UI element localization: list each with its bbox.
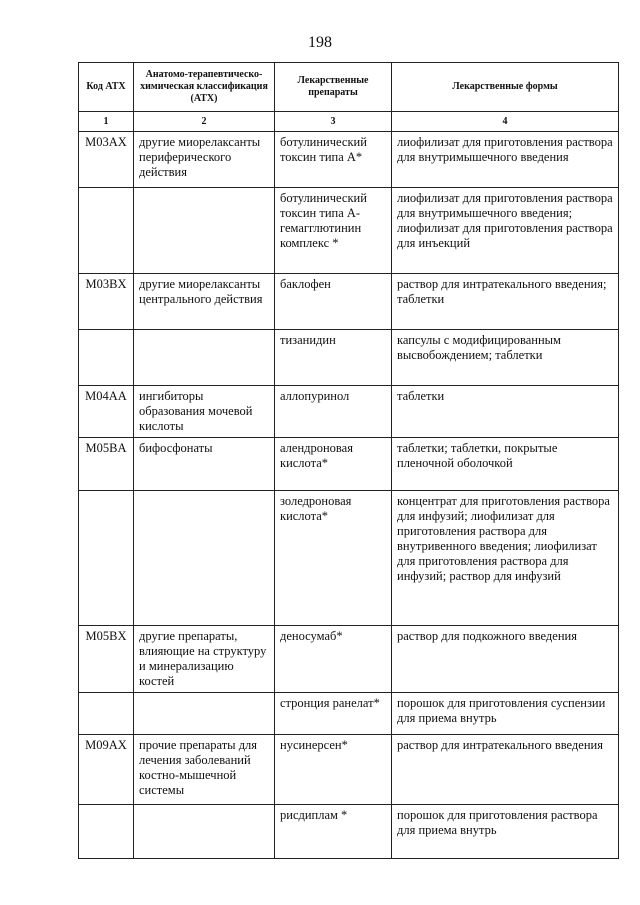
atx-code	[79, 491, 134, 626]
drug-name: алендроновая кислота*	[275, 438, 392, 491]
drug-name: деносумаб*	[275, 626, 392, 693]
table-row	[79, 735, 619, 805]
dosage-forms: лиофилизат для приготовления раствора для внутримышечного введения	[392, 132, 619, 188]
atx-code	[79, 330, 134, 386]
header-forms: Лекарственные формы	[392, 63, 619, 112]
atx-classification: прочие препараты для лечения заболеваний костно-мышечной системы	[134, 735, 275, 805]
table-row	[79, 805, 619, 859]
atx-classification: другие миорелаксанты периферического действия	[134, 132, 275, 188]
drug-name: нусинерсен*	[275, 735, 392, 805]
drug-name: ботулинический токсин типа A-гемагглютинин комплекс *	[275, 188, 392, 274]
column-number: 2	[134, 112, 275, 132]
column-number: 3	[275, 112, 392, 132]
table-row	[79, 188, 619, 274]
atx-code: M05BX	[79, 626, 134, 693]
dosage-forms: раствор для подкожного введения	[392, 626, 619, 693]
drug-name: тизанидин	[275, 330, 392, 386]
table-row	[79, 626, 619, 693]
column-number: 1	[79, 112, 134, 132]
atx-code: M03AX	[79, 132, 134, 188]
drug-name: аллопуринол	[275, 386, 392, 438]
table-row	[79, 693, 619, 735]
atx-code	[79, 188, 134, 274]
atx-classification	[134, 330, 275, 386]
dosage-forms: лиофилизат для приготовления раствора для внутримышечного введения; лиофилизат для приготовления раствора для инъекций	[392, 188, 619, 274]
table-row	[79, 491, 619, 626]
dosage-forms: концентрат для приготовления раствора для инфузий; лиофилизат для приготовления раствора для внутривенного введения; лиофилизат для приготовления раствора для инфузий; раствор для инфузий	[392, 491, 619, 626]
table-row	[79, 330, 619, 386]
atx-classification: бифосфонаты	[134, 438, 275, 491]
dosage-forms: раствор для интратекального введения	[392, 735, 619, 805]
column-number: 4	[392, 112, 619, 132]
atx-code: M05BA	[79, 438, 134, 491]
table-row	[79, 438, 619, 491]
drug-name: стронция ранелат*	[275, 693, 392, 735]
atx-classification: другие миорелаксанты центрального действия	[134, 274, 275, 330]
header-code: Код АТХ	[79, 63, 134, 112]
table-header-row	[79, 63, 619, 112]
atx-classification	[134, 805, 275, 859]
header-classification: Анатомо-терапевтическо-химическая классификация (АТХ)	[134, 63, 275, 112]
table-row	[79, 132, 619, 188]
atx-classification: ингибиторы образования мочевой кислоты	[134, 386, 275, 438]
drug-name: рисдиплам *	[275, 805, 392, 859]
atx-code	[79, 805, 134, 859]
table-row	[79, 274, 619, 330]
atx-classification	[134, 491, 275, 626]
drug-name: баклофен	[275, 274, 392, 330]
dosage-forms: таблетки	[392, 386, 619, 438]
drug-name: ботулинический токсин типа А*	[275, 132, 392, 188]
atx-classification: другие препараты, влияющие на структуру и минерализацию костей	[134, 626, 275, 693]
header-drugs: Лекарственные препараты	[275, 63, 392, 112]
atx-code: M04AA	[79, 386, 134, 438]
table-row	[79, 386, 619, 438]
atx-code: M03BX	[79, 274, 134, 330]
atx-code	[79, 693, 134, 735]
column-number-row	[79, 112, 619, 132]
drug-name: золедроновая кислота*	[275, 491, 392, 626]
atx-drug-table	[78, 62, 619, 859]
dosage-forms: порошок для приготовления раствора для приема внутрь	[392, 805, 619, 859]
dosage-forms: капсулы с модифицированным высвобождением; таблетки	[392, 330, 619, 386]
dosage-forms: таблетки; таблетки, покрытые пленочной оболочкой	[392, 438, 619, 491]
atx-classification	[134, 188, 275, 274]
page-number: 198	[308, 34, 332, 51]
atx-code: M09AX	[79, 735, 134, 805]
dosage-forms: раствор для интратекального введения; таблетки	[392, 274, 619, 330]
atx-classification	[134, 693, 275, 735]
dosage-forms: порошок для приготовления суспензии для приема внутрь	[392, 693, 619, 735]
